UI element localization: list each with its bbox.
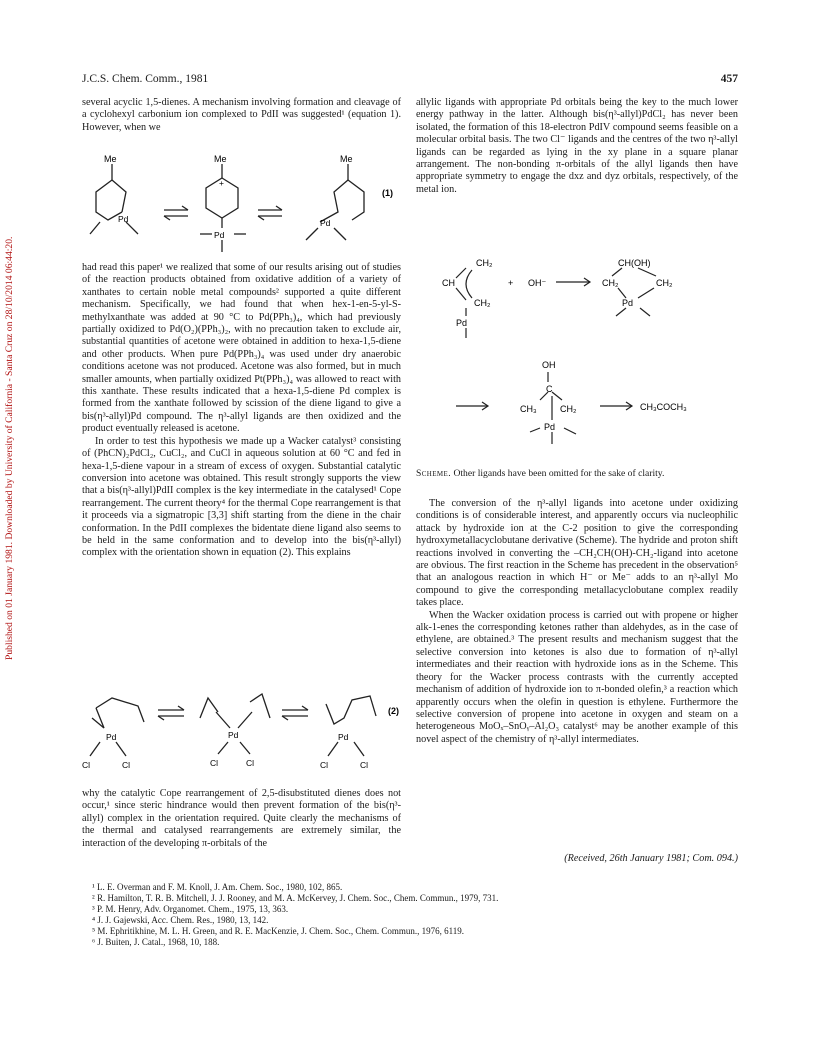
equation-1-diagram	[82, 150, 412, 258]
scheme-diagram	[416, 252, 738, 462]
scheme-ch: CH	[442, 278, 455, 288]
eq1-me-2: Me	[214, 154, 227, 164]
eq2-cl-6: Cl	[360, 760, 369, 770]
scheme-ch2-top: CH₂	[476, 258, 493, 268]
reference-item: ⁶ J. Buiten, J. Catal., 1968, 10, 188.	[92, 937, 220, 947]
paragraph: allylic ligands with appropriate Pd orbitals being the key to the much lower energy pathway in the latter. Although bis(η³-allyl)PdCl₂ has never been isolated, the formation of this 18-electron PdIV compound seems feasible on a molecular orbital basis. The two Cl⁻ ligands and the centres of the two η³-allyl ligands can be regarded as lying in the xy plane in a square planar arrangement. The non-bonding π-orbitals of the allyl ligands then have appropriate symmetry to engage the dxz and dyz orbitals, respectively, of the metal ion.	[416, 97, 738, 195]
paragraph: In order to test this hypothesis we made up a Wacker catalyst³ consisting of (PhCN)₂PdCl₂, CuCl₂, and CuCl in aqueous solution at 60 °C and fed in hexa-1,5-diene vapour in a stream of excess of oxygen. Substantial catalytic conversion into acetone was obtained. This result strongly supports the view that a bis(η³-allyl)PdII complex is the key intermediate in the catalysed¹ Cope rearrangement. The current theory⁴ for the thermal Cope rearrangement is that it proceeds via a sigmatropic [3,3] shift starting from the diene in the chair conformation. In the PdII complexes the bidentate diene ligand also seems to be held in the same conformation and to develop into the bis(η³-allyl) complex with the orientation shown in equation (2). This explains	[82, 435, 401, 559]
scheme-pd-1: Pd	[456, 318, 468, 328]
scheme-ch3: CH₃	[520, 404, 537, 414]
scheme-ch2-right: CH₂	[656, 278, 673, 288]
eq1-plus: +	[219, 178, 224, 188]
download-watermark: Published on 01 January 1981. Downloaded by University of California - Santa Cruz on 28/10/2014 06:44:20.	[4, 236, 15, 660]
scheme-c: C	[546, 384, 553, 394]
journal-title: J.C.S. Chem. Comm., 1981	[82, 73, 209, 85]
scheme-ch2-lower: CH₂	[560, 404, 577, 414]
scheme-ch2-left: CH₂	[602, 278, 619, 288]
column-1-intro	[82, 97, 401, 134]
reference-item: ³ P. M. Henry, Adv. Organomet. Chem., 1975, 13, 363.	[92, 904, 289, 914]
reference-list	[92, 882, 732, 948]
eq2-pd-1: Pd	[106, 732, 117, 742]
eq2-cl-4: Cl	[246, 758, 255, 768]
paragraph: several acyclic 1,5-dienes. A mechanism involving formation and cleavage of a cyclohexyl carbonium ion complexed to PdII was suggested¹ (equation 1). However, when we	[82, 97, 401, 133]
page-number: 457	[720, 73, 738, 85]
scheme-pd-2: Pd	[622, 298, 634, 308]
paragraph: The conversion of the η³-allyl ligands into acetone under oxidizing conditions is of considerable interest, and apparently occurs via nucleophilic attack by hydroxide ion at the C-2 position to give the corresponding hydroxymetallacyclobutane derivative (Scheme). The hydride and proton shift reactions involved in converting the –CH₂CH(OH)-CH₂-ligand into acetone are obvious. The first reaction in the Scheme has precedent in the observation⁵ that an analogous reaction in which H⁻ or Me⁻ adds to an η³-allyl Mo compound to give the corresponding metallacyclobutane complex readily takes place.	[416, 498, 738, 609]
reference-item: ² R. Hamilton, T. R. B. Mitchell, J. J. Rooney, and M. A. McKervey, J. Chem. Soc., Chem. Commun., 1979, 731.	[92, 893, 499, 903]
eq2-cl-3: Cl	[210, 758, 219, 768]
paragraph: had read this paper¹ we realized that some of our results arising out of studies of the reaction products obtained from oxidative addition of a variety of xanthates to certain noble metal compounds² supported a quite different mechanism. Specifically, we had found that when hex-1-en-5-yl-S-methylxanthate was added at 90 °C to Pd(PPh₃)₄, which had previously partially oxidized to Pd(O₂)(PPh₃)₂, with no precaution taken to exclude air, substantial quantities of acetone were obtained in addition to hexa-1,5-diene and other products. When pure Pd(PPh₃)₄ was used under dry anaerobic conditions acetone was not produced. Acetone was also formed, but in much smaller amounts, when partially oxidized Pt(PPh₃)₄ was allowed to react with this xanthate. These results indicated that a hexa-1,5-diene Pd complex is formed from the xanthate followed by scission of the diene ligand to give a bis(η³-allyl)Pd compound. The η³-allyl ligands are then oxidized and the product eventually released is acetone.	[82, 262, 401, 435]
scheme-caption	[416, 468, 738, 479]
eq1-pd-1: Pd	[118, 214, 129, 224]
scheme-plus: +	[508, 278, 514, 288]
scheme-pd-3: Pd	[544, 422, 556, 432]
eq1-pd-2: Pd	[214, 230, 225, 240]
running-header	[82, 73, 738, 87]
eq1-me-1: Me	[104, 154, 117, 164]
scheme-choh: CH(OH)	[618, 258, 651, 268]
eq2-cl-5: Cl	[320, 760, 329, 770]
reference-item: ¹ L. E. Overman and F. M. Knoll, J. Am. Chem. Soc., 1980, 102, 865.	[92, 882, 343, 892]
scheme-oh-minus: OH⁻	[528, 278, 547, 288]
received-date: (Received, 26th January 1981; Com. 094.)	[564, 853, 738, 864]
paragraph: When the Wacker oxidation process is carried out with propene or higher alk-1-enes the corresponding ketones rather than aldehydes, as in the case of ethylene, are obtained.³ The present results and mechanism suggest that the selective conversion into ketones is also due to formation of η³-allyl intermediates and their reaction with hydroxide ions as in the Scheme. This theory for the Wacker process contrasts with the currently accepted mechanism of addition of hydroxide ion to π-bonded olefin,³ a reaction which apparently occurs when the olefin in question is ethylene. Furthermore the selective conversion of propene into acetone in oxygen and steam on a heterogeneous MoOₓ–SnOᵧ–Al₂O₃ catalyst⁶ may be another example of this novel aspect of the chemistry of η³-allyl intermediates.	[416, 609, 738, 745]
caption-label: Scheme.	[416, 468, 452, 479]
column-1-end	[82, 788, 401, 850]
reference-item: ⁵ M. Ephritikhine, M. L. H. Green, and R. E. MacKenzie, J. Chem. Soc., Chem. Commun., 1976, 6119.	[92, 926, 465, 936]
scheme-oh: OH	[542, 360, 556, 370]
eq1-me-3: Me	[340, 154, 353, 164]
column-2-body	[416, 498, 738, 746]
column-2-intro	[416, 97, 738, 196]
caption-text: Other ligands have been omitted for the sake of clarity.	[453, 468, 665, 479]
eq2-cl-2: Cl	[122, 760, 131, 770]
equation-2-diagram	[82, 688, 412, 780]
eq1-number: (1)	[382, 188, 393, 198]
paragraph: why the catalytic Cope rearrangement of 2,5-disubstituted dienes does not occur,¹ since steric hindrance would then prevent formation of the bis(η³-allyl) complex in the orientation required. Quite clearly the mechanisms of the thermal and catalysed rearrangements are extremely similar, the interaction of the developing π-orbitals of the	[82, 788, 401, 849]
eq2-pd-3: Pd	[338, 732, 349, 742]
eq2-number: (2)	[388, 706, 399, 716]
eq2-cl-1: Cl	[82, 760, 91, 770]
scheme-ch2-bottom: CH₂	[474, 298, 491, 308]
column-1-body	[82, 262, 401, 560]
eq2-pd-2: Pd	[228, 730, 239, 740]
reference-item: ⁴ J. J. Gajewski, Acc. Chem. Res., 1980, 13, 142.	[92, 915, 269, 925]
scheme-acetone: CH₃COCH₃	[640, 402, 687, 412]
eq1-pd-3: Pd	[320, 218, 331, 228]
